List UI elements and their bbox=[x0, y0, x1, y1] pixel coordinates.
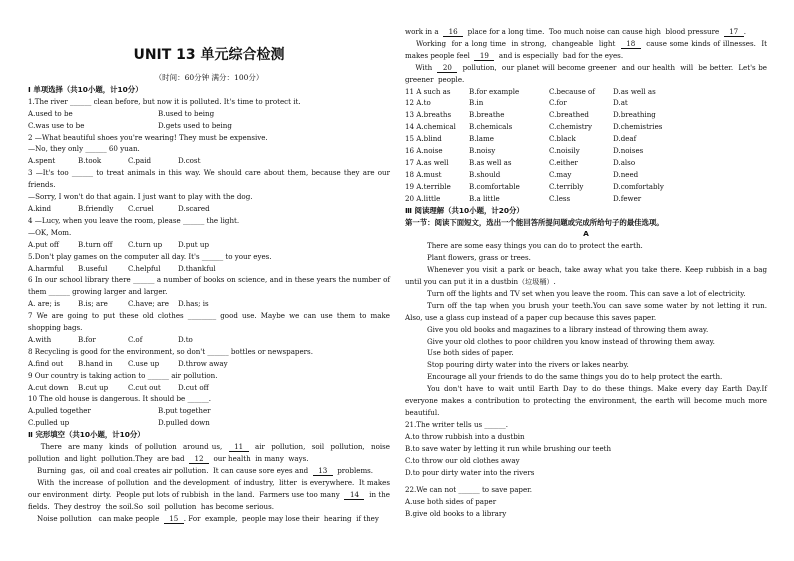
passage-paragraph: Encourage all your friends to do the same things you do to help protect the earth. bbox=[427, 372, 723, 382]
cloze-option-row bbox=[405, 121, 767, 133]
question-2-reply: —No, they only ______ 60 yuan. bbox=[28, 144, 140, 154]
option: D.has; is bbox=[178, 299, 209, 309]
option: A.with bbox=[28, 334, 52, 344]
cloze-option-row bbox=[405, 86, 767, 98]
cloze-paragraph bbox=[405, 26, 767, 38]
blank-number: 19 bbox=[474, 51, 494, 61]
option: D.need bbox=[613, 169, 639, 179]
question-10-options bbox=[28, 417, 390, 429]
passage-paragraph: There are some easy things you can do to protect the earth. bbox=[427, 241, 643, 251]
blank-number: 16 bbox=[443, 27, 463, 37]
option: B.friendly bbox=[78, 203, 114, 213]
option: 12 A.to bbox=[405, 98, 431, 108]
cloze-options-table bbox=[405, 86, 767, 205]
blank-number: 18 bbox=[621, 39, 641, 49]
question-4: 4 —Lucy, when you leave the room, please ______ the light. bbox=[28, 215, 240, 225]
cloze-text: With bbox=[405, 62, 438, 72]
option: D.chemistries bbox=[613, 122, 663, 132]
question-4-options bbox=[28, 239, 390, 251]
cloze-paragraph bbox=[405, 38, 770, 62]
option: C.cut out bbox=[128, 382, 161, 392]
reading-passage bbox=[405, 240, 767, 419]
question-5: 5.Don't play games on the computer all day. It's ______ to your eyes. bbox=[28, 251, 272, 261]
option: C.have; are bbox=[128, 299, 169, 309]
cloze-passage-right bbox=[405, 26, 770, 86]
passage-paragraph: Use both sides of paper. bbox=[427, 348, 514, 358]
cloze-option-row bbox=[405, 145, 767, 157]
question-6-options bbox=[28, 298, 390, 310]
option: B.for bbox=[78, 334, 96, 344]
option: C.because of bbox=[549, 86, 595, 96]
question-3-options bbox=[28, 203, 390, 215]
option: D.cost bbox=[178, 156, 201, 166]
question-2: 2 —What beautiful shoes you're wearing! They must be expensive. bbox=[28, 132, 268, 142]
cloze-text: . For example, people may lose their hearing if they bbox=[183, 513, 379, 523]
option: B.for example bbox=[469, 86, 520, 96]
option: B.took bbox=[78, 156, 102, 166]
section-3-instruction: 第一节：阅读下面短文，选出一个能回答所提问题或完成所给句子的最佳选项。 bbox=[405, 217, 664, 227]
section-3-heading: Ⅲ 阅读理解（共10小题，计20分） bbox=[405, 205, 524, 215]
option: C.use up bbox=[128, 358, 160, 368]
option: D.fewer bbox=[613, 193, 642, 203]
question-3: 3 —It's too ______ to treat animals in this way. We should care about them, because they are our friends. bbox=[28, 168, 390, 190]
option: A.find out bbox=[28, 358, 64, 368]
option: C.either bbox=[549, 157, 578, 167]
option: B.as well as bbox=[469, 157, 512, 167]
question-3-reply: —Sorry, I won't do that again. I just want to play with the dog. bbox=[28, 192, 253, 202]
option: D.noises bbox=[613, 146, 644, 156]
option: C.less bbox=[549, 193, 571, 203]
question-22-option: A.use both sides of paper bbox=[405, 497, 497, 507]
option: C.breathed bbox=[549, 110, 589, 120]
passage-paragraph: Turn off the tap when you brush your teeth.You can save some water by not letting it run. Also, use a glass cup instead of a paper cup because this saves paper. bbox=[405, 300, 767, 322]
option: D.gets used to being bbox=[158, 120, 232, 130]
option: B.comfortable bbox=[469, 181, 520, 191]
question-21-option: A.to throw rubbish into a dustbin bbox=[405, 431, 525, 441]
blank-number: 11 bbox=[229, 442, 249, 452]
question-21-option: B.to save water by letting it run while brushing our teeth bbox=[405, 443, 612, 453]
option: C.terribly bbox=[549, 181, 584, 191]
option: A. are; is bbox=[28, 299, 61, 309]
option: C.pulled up bbox=[28, 418, 70, 428]
cloze-option-row bbox=[405, 169, 767, 181]
passage-paragraph: Stop pouring dirty water into the rivers or lakes nearby. bbox=[427, 360, 629, 370]
left-column bbox=[28, 0, 393, 524]
option: B.turn off bbox=[78, 239, 113, 249]
cloze-text: air pollution, soil pollution, noise pollution and light pollution.They are bad bbox=[28, 442, 393, 463]
question-8: 8 Recycling is good for the environment, so don't ______ bottles or newspapers. bbox=[28, 346, 313, 356]
cloze-text: and is especially bad for the eyes. bbox=[494, 50, 624, 60]
cloze-option-row bbox=[405, 133, 767, 145]
cloze-text: pollution, our planet will become greener and our health will be better. Let's be greener people. bbox=[405, 62, 770, 84]
option: A.used to be bbox=[28, 108, 73, 118]
section-1-heading: Ⅰ 单项选择（共10小题，计10分） bbox=[28, 84, 143, 94]
option: B.used to being bbox=[158, 108, 215, 118]
option: D.breathing bbox=[613, 110, 656, 120]
cloze-text: work in a bbox=[405, 27, 444, 36]
option: B.should bbox=[469, 169, 501, 179]
cloze-text: cause some kinds of illnesses. It makes people feel bbox=[405, 38, 770, 60]
option: B.chemicals bbox=[469, 122, 513, 132]
question-7: 7 We are going to put these old clothes ________ good use. Maybe we can use them to make shopping bags. bbox=[28, 311, 390, 333]
option: B.is; are bbox=[78, 299, 108, 309]
cloze-paragraph bbox=[28, 513, 390, 525]
blank-number: 17 bbox=[724, 27, 744, 37]
option: 14 A.chemical bbox=[405, 122, 456, 132]
option: B.hand in bbox=[78, 358, 113, 368]
time-note: （时间：60分钟 满分：100分） bbox=[154, 73, 264, 82]
cloze-text: our health in many ways. bbox=[209, 454, 309, 463]
question-7-options bbox=[28, 334, 390, 346]
question-6: 6 In our school library there ______ a number of books on science, and in these years the number of them ______ growing larger and larger. bbox=[28, 275, 390, 297]
cloze-paragraph bbox=[28, 477, 393, 513]
option: B.in bbox=[469, 98, 484, 108]
cloze-option-row bbox=[405, 109, 767, 121]
option: 17 A.as well bbox=[405, 157, 449, 167]
question-9: 9 Our country is taking action to ______ air pollution. bbox=[28, 370, 218, 380]
option: D.cut off bbox=[178, 382, 209, 392]
option: B.cut up bbox=[78, 382, 109, 392]
option: C.was use to be bbox=[28, 120, 85, 130]
option: D.at bbox=[613, 98, 628, 108]
option: D.as well as bbox=[613, 86, 656, 96]
question-1-options bbox=[28, 108, 390, 120]
option: B.breathe bbox=[469, 110, 505, 120]
option: 15 A.blind bbox=[405, 134, 442, 144]
option: D.thankful bbox=[178, 263, 216, 273]
question-9-options bbox=[28, 382, 390, 394]
option: C.of bbox=[128, 334, 143, 344]
question-2-options bbox=[28, 155, 390, 167]
option: C.helpful bbox=[128, 263, 161, 273]
option: D.put up bbox=[178, 239, 210, 249]
blank-number: 12 bbox=[189, 454, 209, 464]
option: C.chemistry bbox=[549, 122, 593, 132]
question-21: 21.The writer tells us ______. bbox=[405, 419, 508, 429]
option: C.noisily bbox=[549, 146, 580, 156]
question-10: 10 The old house is dangerous. It should be ______. bbox=[28, 394, 212, 404]
question-21-option: D.to pour dirty water into the rivers bbox=[405, 467, 535, 477]
passage-paragraph: Plant flowers, grass or trees. bbox=[427, 253, 531, 263]
option: B.put together bbox=[158, 406, 211, 416]
question-5-options bbox=[28, 263, 390, 275]
option: 13 A.breaths bbox=[405, 110, 452, 120]
cloze-text: Burning gas, oil and coal creates air pollution. It can cause sore eyes and bbox=[28, 465, 313, 475]
cloze-option-row bbox=[405, 97, 767, 109]
option: A.spent bbox=[28, 156, 56, 166]
option: B.noisy bbox=[469, 146, 496, 156]
option: C.for bbox=[549, 98, 567, 108]
question-21-option: C.to throw our old clothes away bbox=[405, 455, 520, 465]
option: 19 A.terrible bbox=[405, 181, 451, 191]
option: A.pulled together bbox=[28, 406, 91, 416]
option: D.to bbox=[178, 334, 193, 344]
blank-number: 13 bbox=[313, 466, 333, 476]
cloze-text: problems. bbox=[332, 465, 374, 475]
passage-paragraph: Give you old books and magazines to a library instead of throwing them away. bbox=[427, 324, 709, 334]
option: D.scared bbox=[178, 203, 210, 213]
cloze-option-row bbox=[405, 157, 767, 169]
passage-paragraph: Turn off the lights and TV set when you leave the room. This can save a lot of electricity. bbox=[427, 288, 746, 298]
question-4-reply: —OK, Mom. bbox=[28, 227, 72, 237]
option: C.may bbox=[549, 169, 572, 179]
option: 20 A.little bbox=[405, 193, 441, 203]
option: D.comfortably bbox=[613, 181, 664, 191]
option: 11 A such as bbox=[405, 86, 451, 96]
option: A.harmful bbox=[28, 263, 64, 273]
option: B.useful bbox=[78, 263, 108, 273]
question-22: 22.We can not ______ to save paper. bbox=[405, 485, 533, 495]
option: A.put off bbox=[28, 239, 59, 249]
option: B.a little bbox=[469, 193, 500, 203]
question-1-options bbox=[28, 120, 390, 132]
option: C.black bbox=[549, 134, 576, 144]
question-22-option: B.give old books to a library bbox=[405, 509, 507, 519]
cloze-text: With the increase of pollution and the development of industry, litter is everywhere. It makes our environment dirty. People put lots of rubbish in the land. Farmers use too many bbox=[28, 477, 393, 499]
blank-number: 14 bbox=[344, 490, 364, 500]
passage-paragraph: Whenever you visit a park or beach, take away what you take there. Keep rubbish in a bag until you can put it in a dustbin（垃圾桶）. bbox=[405, 265, 767, 287]
option: B.lame bbox=[469, 134, 494, 144]
blank-number: 20 bbox=[437, 63, 457, 73]
option: 18 A.must bbox=[405, 169, 442, 179]
cloze-text: Noise pollution can make people bbox=[28, 513, 164, 523]
cloze-passage-left bbox=[28, 441, 393, 524]
option: A.cut down bbox=[28, 382, 69, 392]
option: D.pulled down bbox=[158, 418, 210, 428]
cloze-paragraph bbox=[405, 62, 770, 86]
option: D.deaf bbox=[613, 134, 637, 144]
cloze-text: There are many kinds of pollution around us, bbox=[28, 442, 229, 452]
cloze-paragraph bbox=[28, 465, 390, 477]
option: D.also bbox=[613, 157, 636, 167]
right-column bbox=[405, 26, 770, 520]
question-8-options bbox=[28, 358, 390, 370]
cloze-option-row bbox=[405, 181, 767, 193]
option: D.throw away bbox=[178, 358, 228, 368]
option: A.kind bbox=[28, 203, 52, 213]
option: C.turn up bbox=[128, 239, 163, 249]
blank-number: 15 bbox=[164, 514, 184, 524]
option: 16 A.noise bbox=[405, 146, 443, 156]
section-2-heading: Ⅱ 完形填空（共10小题，计10分） bbox=[28, 430, 145, 440]
page-title: UNIT 13 单元综合检测 bbox=[133, 47, 285, 63]
cloze-paragraph bbox=[28, 441, 393, 465]
cloze-text: . bbox=[743, 27, 746, 36]
cloze-text: in the fields. They destroy the soil.So soil pollution has become serious. bbox=[28, 489, 393, 511]
cloze-text: place for a long time. Too much noise can cause high blood pressure bbox=[463, 27, 724, 36]
passage-paragraph: Give your old clothes to poor children you know instead of throwing them away. bbox=[427, 336, 715, 346]
passage-label: A bbox=[583, 229, 589, 239]
passage-paragraph: You don't have to wait until Earth Day to do these things. Make every day Earth Day.If everyone makes a contribution to protecting the environment, the earth will become much more beautiful. bbox=[405, 384, 767, 417]
option: C.cruel bbox=[128, 203, 154, 213]
option: C.paid bbox=[128, 156, 152, 166]
question-1: 1.The river ______ clean before, but now it is polluted. It's time to protect it. bbox=[28, 96, 301, 106]
question-10-options bbox=[28, 405, 390, 417]
cloze-text: Working for a long time in strong, changeable light bbox=[405, 38, 621, 48]
cloze-option-row bbox=[405, 193, 767, 205]
